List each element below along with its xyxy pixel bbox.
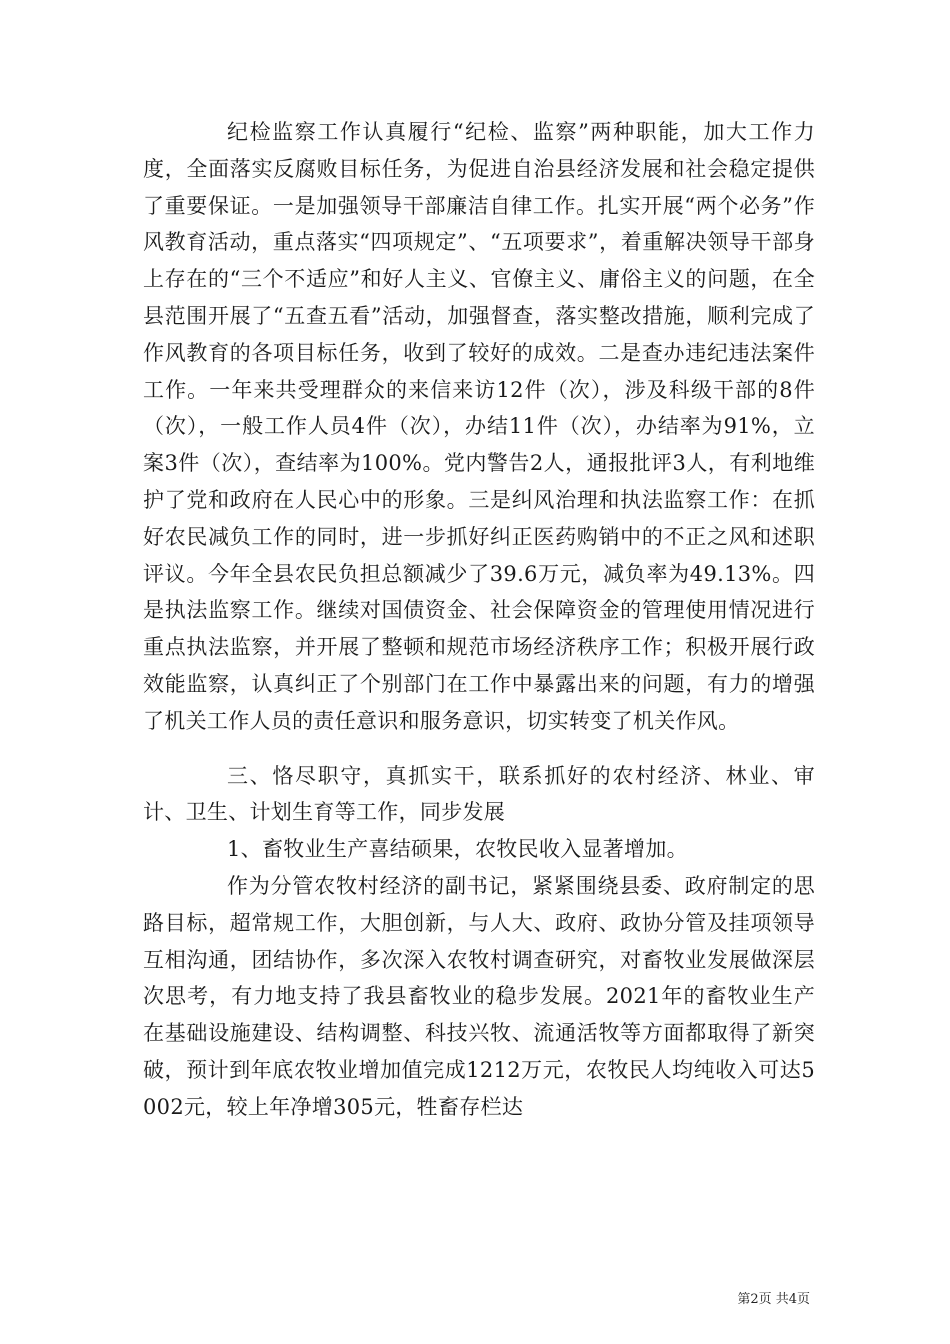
page-number-footer: 第2页 共4页: [737, 1292, 810, 1307]
paragraph-rural-economy: 作为分管农牧村经济的副书记，紧紧围绕县委、政府制定的思路目标，超常规工作，大胆创新，与人大、政府、政协分管及挂项领导互相沟通，团结协作，多次深入农牧村调查研究，对畜牧业发展做深层次思考，有力地支持了我县畜牧业的稳步发展。2021年的畜牧业生产在基础设施建设、结构调整、科技兴牧、流通活牧等方面都取得了新突破，预计到年底农牧业增加值完成1212万元，农牧民人均纯收入可达5002元，较上年净增305元，牲畜存栏达: [143, 873, 815, 1119]
paragraph-discipline-inspection: 纪检监察工作认真履行“纪检、监察”两种职能，加大工作力度，全面落实反腐败目标任务，为促进自治县经济发展和社会稳定提供了重要保证。一是加强领导干部廉洁自律工作。扎实开展“两个必务”作风教育活动，重点落实“四项规定”、“五项要求”，着重解决领导干部身上存在的“三个不适应”和好人主义、官僚主义、庸俗主义的问题，在全县范围开展了“五查五看”活动，加强督查，落实整改措施，顺利完成了作风教育的各项目标任务，收到了较好的成效。二是查办违纪违法案件工作。一年来共受理群众的来信来访12件（次），涉及科级干部的8件（次），一般工作人员4件（次），办结11件（次），办结率为91%，立案3件（次），查结率为100%。党内警告2人，通报批评3人，有利地维护了党和政府在人民心中的形象。三是纠风治理和执法监察工作：在抓好农民减负工作的同时，进一步抓好纠正医药购销中的不正之风和述职评议。今年全县农民负担总额减少了39.6万元，减负率为49.13%。四是执法监察工作。继续对国债资金、社会保障资金的管理使用情况进行重点执法监察，并开展了整顿和规范市场经济秩序工作；积极开展行政效能监察，认真纠正了个别部门在工作中暴露出来的问题，有力的增强了机关工作人员的责任意识和服务意识，切实转变了机关作风。: [143, 120, 815, 733]
document-body: [143, 114, 815, 1126]
section-heading-three: 三、恪尽职守，真抓实干，联系抓好的农村经济、林业、审计、卫生、计划生育等工作，同步发展: [143, 763, 815, 825]
subheading-animal-husbandry: 1、畜牧业生产喜结硕果，农牧民收入显著增加。: [227, 837, 688, 862]
